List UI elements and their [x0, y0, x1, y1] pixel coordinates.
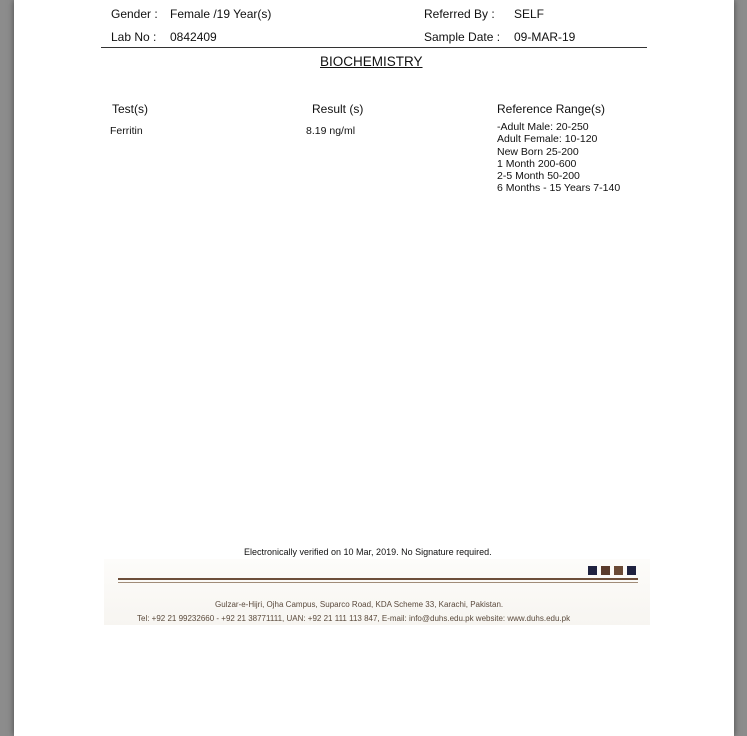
footer-square [588, 566, 597, 575]
col-header-result: Result (s) [312, 102, 364, 116]
sample-date-label: Sample Date : [424, 30, 501, 44]
reference-range-list [497, 121, 620, 195]
gender-label: Gender : [111, 7, 158, 21]
footer-contact: Tel: +92 21 99232660 - +92 21 38771111, UAN: +92 21 111 113 847, E-mail: info@duhs.edu.pk website: www.duhs.edu.pk [137, 614, 571, 623]
reference-range-line: 2-5 Month 50-200 [497, 170, 580, 183]
test-name: Ferritin [110, 125, 143, 137]
test-result: 8.19 ng/ml [306, 125, 356, 137]
reference-range-line: 6 Months - 15 Years 7-140 [497, 182, 621, 195]
referred-by-label: Referred By : [424, 7, 495, 21]
gender-value: Female /19 Year(s) [170, 7, 272, 21]
footer-rule [118, 578, 638, 580]
footer-square [614, 566, 623, 575]
sample-date-value: 09-MAR-19 [514, 30, 576, 44]
header-divider [101, 47, 647, 48]
footer-address: Gulzar-e-Hijri, Ojha Campus, Suparco Road, KDA Scheme 33, Karachi, Pakistan. [215, 600, 504, 609]
report-page [14, 0, 734, 736]
reference-range-line: Adult Female: 10-120 [497, 133, 598, 146]
reference-range-line: -Adult Male: 20-250 [497, 121, 589, 133]
footer-square [601, 566, 610, 575]
col-header-reference: Reference Range(s) [497, 102, 606, 116]
verification-note: Electronically verified on 10 Mar, 2019. No Signature required. [244, 547, 492, 557]
footer-rule-thin [118, 582, 638, 583]
footer [104, 559, 650, 625]
reference-range-line: New Born 25-200 [497, 145, 579, 158]
col-header-tests: Test(s) [112, 102, 148, 116]
lab-no-value: 0842409 [170, 30, 217, 44]
footer-square [627, 566, 636, 575]
referred-by-value: SELF [514, 7, 545, 21]
lab-no-label: Lab No : [111, 30, 157, 44]
section-title: BIOCHEMISTRY [320, 54, 423, 69]
reference-range-line: 1 Month 200-600 [497, 157, 577, 170]
